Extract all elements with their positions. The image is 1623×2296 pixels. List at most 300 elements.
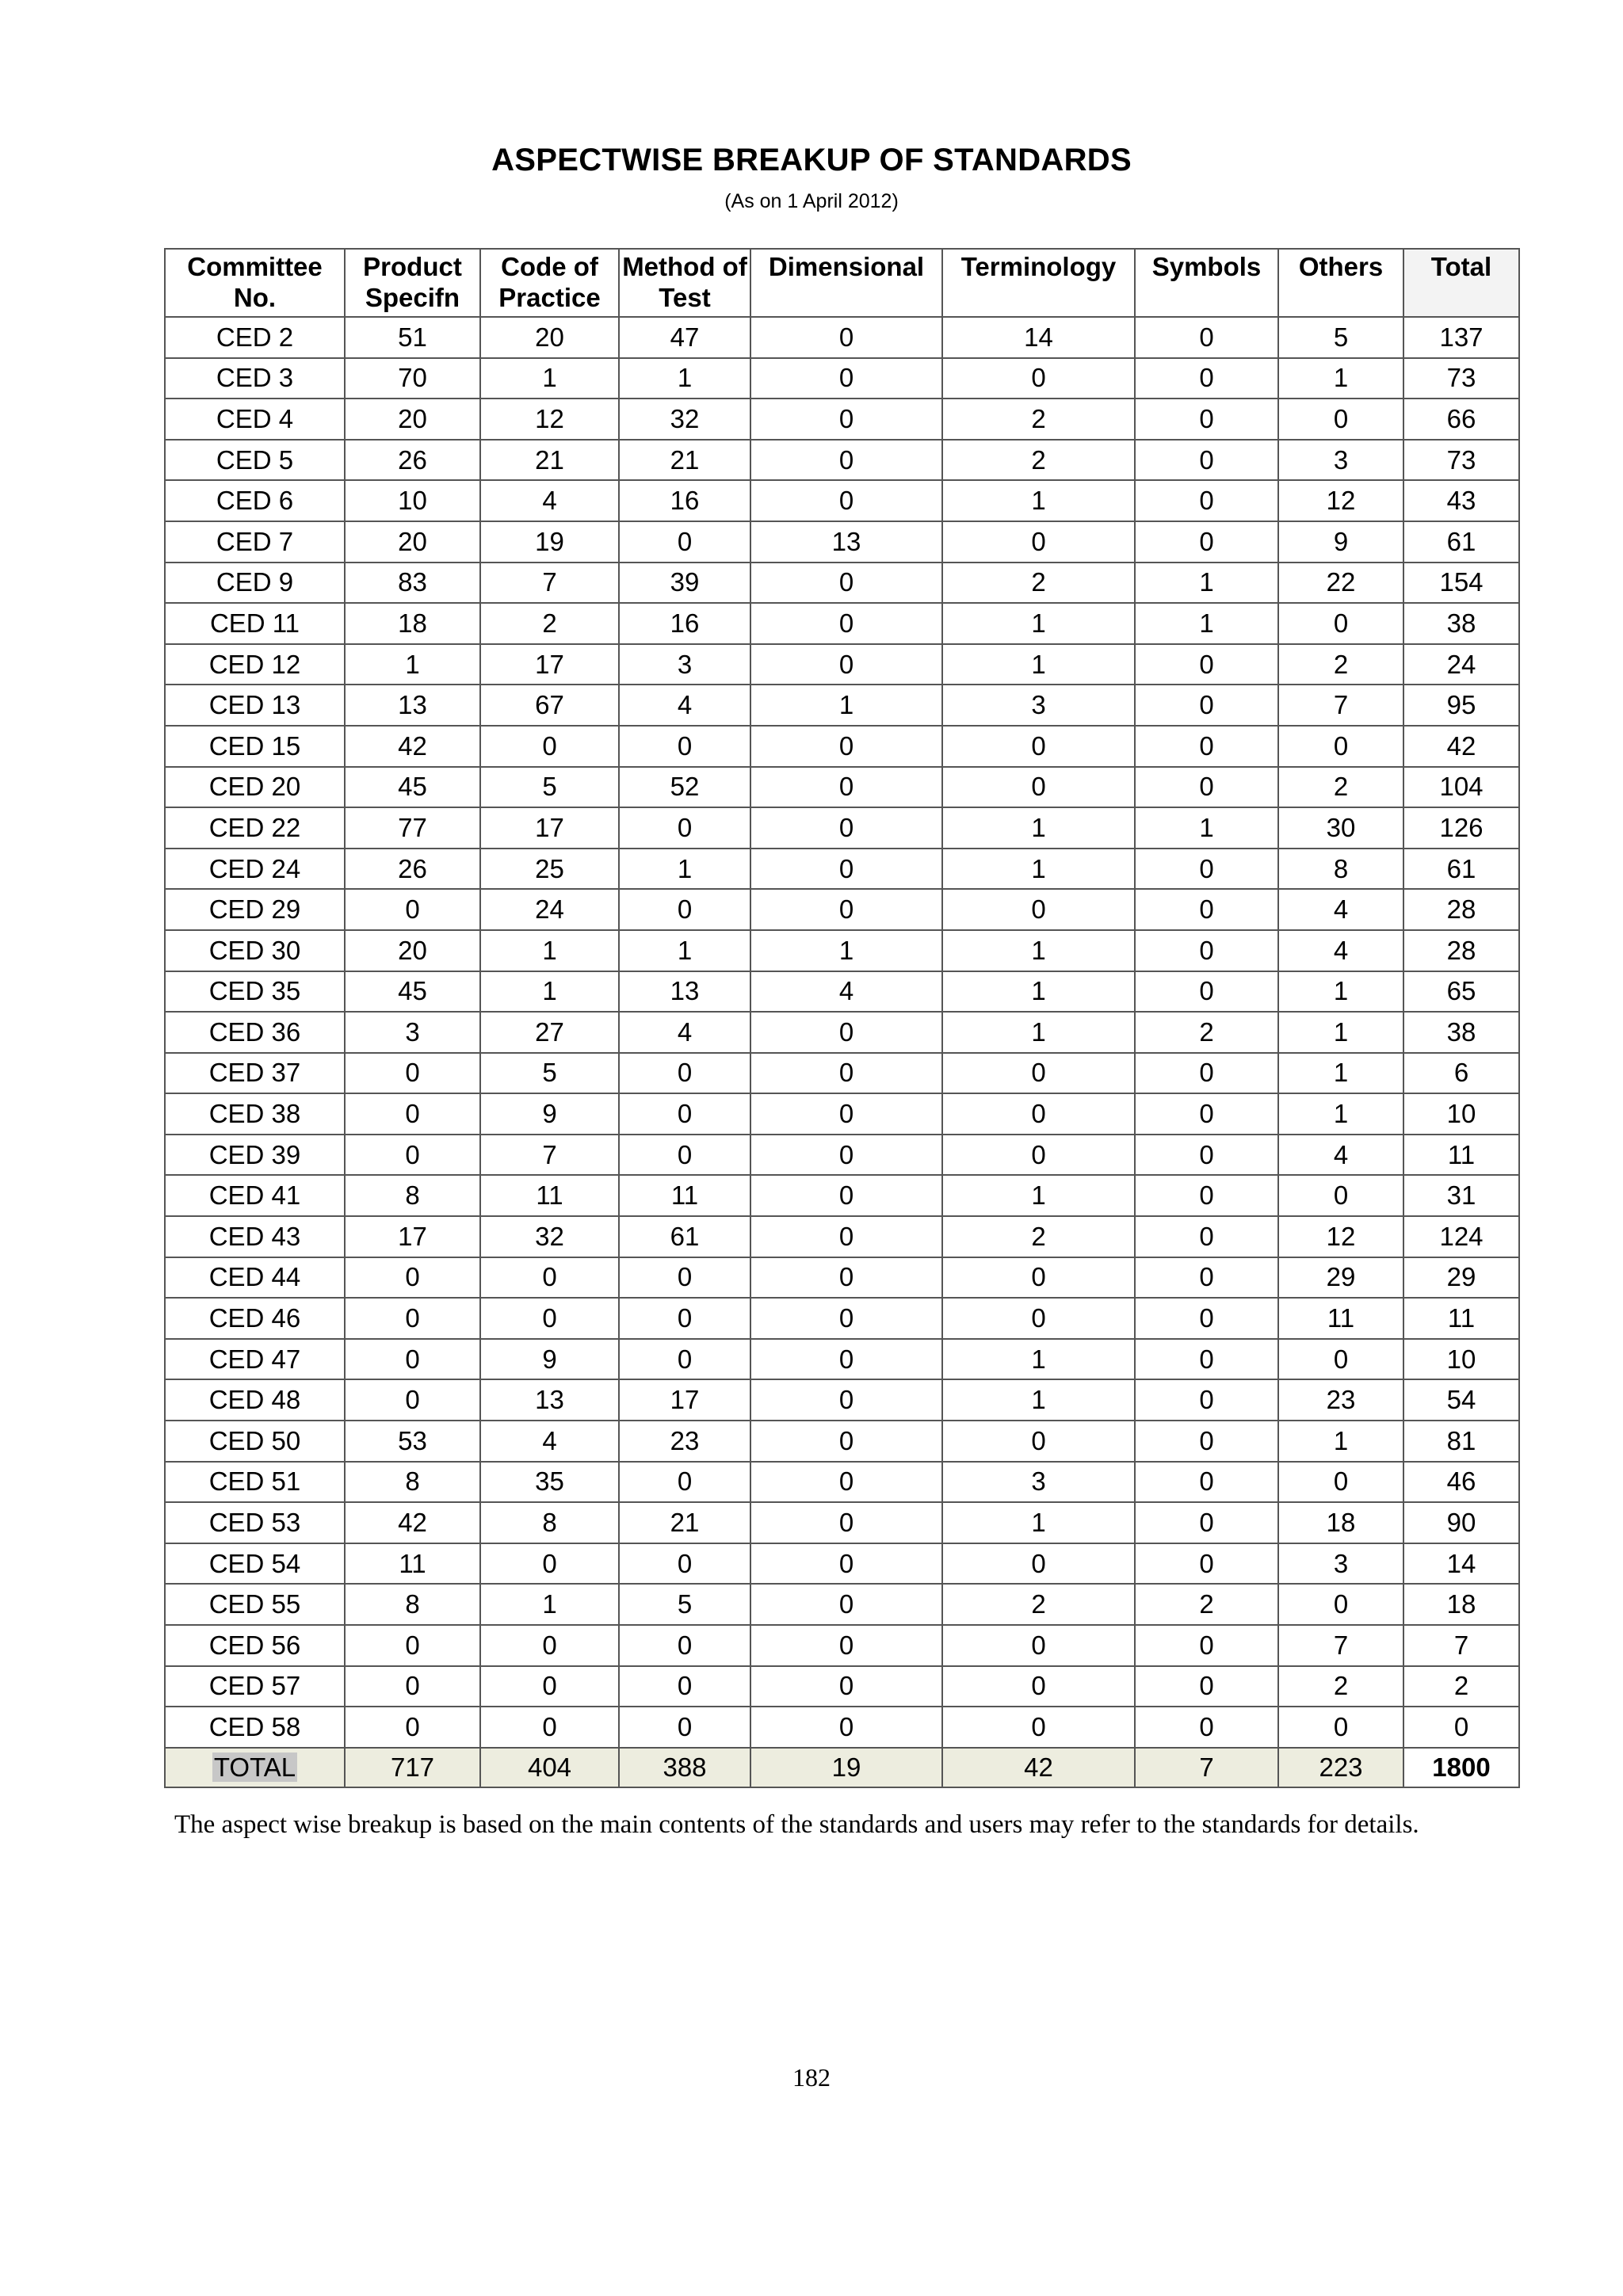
table-cell: 137 (1403, 317, 1519, 358)
table-cell: 0 (750, 889, 942, 930)
total-dimensional: 19 (750, 1748, 942, 1787)
table-cell: 0 (750, 726, 942, 767)
committee-no-cell: CED 24 (165, 849, 345, 890)
table-row (165, 889, 1519, 930)
table-cell: 23 (1278, 1379, 1403, 1421)
table-cell: 0 (619, 1625, 750, 1666)
total-others: 223 (1278, 1748, 1403, 1787)
header-symbols: Symbols (1135, 249, 1278, 317)
table-cell: 39 (619, 563, 750, 604)
table-row (165, 1298, 1519, 1339)
table-row (165, 930, 1519, 971)
total-row-label (165, 1748, 345, 1787)
header-committee-no: Committee No. (165, 249, 345, 317)
table-cell: 0 (942, 1543, 1135, 1585)
page-number: 182 (792, 2063, 831, 2092)
table-cell: 27 (480, 1012, 619, 1053)
table-row (165, 1421, 1519, 1462)
table-cell: 0 (1135, 1379, 1278, 1421)
table-cell: 0 (750, 1053, 942, 1094)
table-row (165, 1135, 1519, 1176)
table-cell: 95 (1403, 685, 1519, 726)
committee-no-cell: CED 53 (165, 1502, 345, 1543)
table-cell: 0 (942, 1625, 1135, 1666)
total-method-of-test: 388 (619, 1748, 750, 1787)
table-cell: 7 (1278, 1625, 1403, 1666)
table-cell: 14 (942, 317, 1135, 358)
committee-no-cell: CED 2 (165, 317, 345, 358)
table-cell: 18 (1403, 1584, 1519, 1625)
table-cell: 1 (942, 480, 1135, 521)
table-cell: 11 (1403, 1135, 1519, 1176)
table-cell: 22 (1278, 563, 1403, 604)
table-cell: 0 (750, 317, 942, 358)
table-cell: 38 (1403, 1012, 1519, 1053)
committee-no-cell: CED 41 (165, 1175, 345, 1216)
table-cell: 10 (1403, 1339, 1519, 1380)
table-cell: 0 (750, 1502, 942, 1543)
table-cell: 5 (480, 1053, 619, 1094)
table-cell: 1 (345, 644, 480, 685)
table-row (165, 1339, 1519, 1380)
table-cell: 43 (1403, 480, 1519, 521)
table-row (165, 1707, 1519, 1748)
table-cell: 8 (1278, 849, 1403, 890)
table-cell: 0 (942, 1257, 1135, 1299)
table-cell: 20 (345, 399, 480, 440)
table-cell: 0 (750, 767, 942, 808)
committee-no-cell: CED 4 (165, 399, 345, 440)
table-cell: 0 (1135, 1216, 1278, 1257)
table-cell: 20 (480, 317, 619, 358)
table-cell: 11 (619, 1175, 750, 1216)
table-cell: 0 (619, 1462, 750, 1503)
table-cell: 35 (480, 1462, 619, 1503)
table-cell: 51 (345, 317, 480, 358)
table-cell: 2 (1135, 1012, 1278, 1053)
page-title: ASPECTWISE BREAKUP OF STANDARDS (491, 143, 1132, 177)
header-code-of-practice: Code of Practice (480, 249, 619, 317)
table-cell: 0 (619, 889, 750, 930)
total-label-text: TOTAL (213, 1752, 296, 1782)
table-cell: 0 (1135, 971, 1278, 1013)
table-cell: 13 (345, 685, 480, 726)
table-cell: 10 (345, 480, 480, 521)
table-cell: 0 (1135, 1339, 1278, 1380)
table-cell: 0 (750, 1625, 942, 1666)
table-cell: 2 (942, 440, 1135, 481)
table-cell: 53 (345, 1421, 480, 1462)
table-cell: 2 (1403, 1666, 1519, 1707)
table-cell: 0 (750, 644, 942, 685)
table-cell: 0 (1135, 726, 1278, 767)
table-cell: 45 (345, 767, 480, 808)
table-row (165, 644, 1519, 685)
table-cell: 0 (619, 726, 750, 767)
table-cell: 0 (750, 849, 942, 890)
table-cell: 23 (619, 1421, 750, 1462)
table-cell: 77 (345, 807, 480, 849)
table-cell: 1 (942, 930, 1135, 971)
table-cell: 5 (619, 1584, 750, 1625)
table-cell: 1 (942, 1379, 1135, 1421)
table-cell: 3 (1278, 440, 1403, 481)
committee-no-cell: CED 5 (165, 440, 345, 481)
table-cell: 5 (1278, 317, 1403, 358)
table-cell: 32 (619, 399, 750, 440)
table-cell: 1 (480, 971, 619, 1013)
committee-no-cell: CED 35 (165, 971, 345, 1013)
header-others: Others (1278, 249, 1403, 317)
table-cell: 0 (750, 1135, 942, 1176)
table-cell: 0 (1135, 767, 1278, 808)
table-cell: 0 (1135, 358, 1278, 399)
table-cell: 12 (1278, 480, 1403, 521)
table-cell: 8 (480, 1502, 619, 1543)
table-cell: 66 (1403, 399, 1519, 440)
committee-no-cell: CED 29 (165, 889, 345, 930)
table-cell: 30 (1278, 807, 1403, 849)
table-cell: 0 (1135, 1421, 1278, 1462)
table-row (165, 1175, 1519, 1216)
table-cell: 18 (345, 603, 480, 644)
footnote: The aspect wise breakup is based on the main contents of the standards and users may refer to the standards for details. (174, 1810, 1419, 1839)
header-method-of-test: Method of Test (619, 249, 750, 317)
table-cell: 29 (1403, 1257, 1519, 1299)
table-cell: 17 (619, 1379, 750, 1421)
table-cell: 32 (480, 1216, 619, 1257)
table-cell: 42 (345, 726, 480, 767)
table-cell: 1 (480, 1584, 619, 1625)
table-body (165, 317, 1519, 1748)
table-cell: 11 (345, 1543, 480, 1585)
table-cell: 1 (750, 685, 942, 726)
table-cell: 0 (942, 767, 1135, 808)
table-cell: 0 (345, 1379, 480, 1421)
table-cell: 0 (750, 1666, 942, 1707)
page-subtitle: (As on 1 April 2012) (724, 190, 899, 212)
header-dimensional: Dimensional (750, 249, 942, 317)
table-row (165, 358, 1519, 399)
table-cell: 4 (1278, 889, 1403, 930)
committee-no-cell: CED 51 (165, 1462, 345, 1503)
table-cell: 0 (480, 1298, 619, 1339)
table-cell: 1 (1278, 1012, 1403, 1053)
table-row (165, 399, 1519, 440)
total-product-specifn: 717 (345, 1748, 480, 1787)
committee-no-cell: CED 39 (165, 1135, 345, 1176)
table-cell: 1 (1278, 358, 1403, 399)
committee-no-cell: CED 43 (165, 1216, 345, 1257)
grand-total: 1800 (1403, 1748, 1519, 1787)
table-row (165, 480, 1519, 521)
table-cell: 4 (750, 971, 942, 1013)
table-cell: 13 (750, 521, 942, 563)
table-cell: 0 (619, 1135, 750, 1176)
table-cell: 104 (1403, 767, 1519, 808)
table-cell: 81 (1403, 1421, 1519, 1462)
table-cell: 20 (345, 930, 480, 971)
table-cell: 0 (1135, 889, 1278, 930)
table-cell: 65 (1403, 971, 1519, 1013)
table-cell: 73 (1403, 358, 1519, 399)
table-cell: 24 (480, 889, 619, 930)
table-cell: 0 (1135, 1666, 1278, 1707)
table-cell: 1 (1135, 807, 1278, 849)
table-cell: 9 (1278, 521, 1403, 563)
table-cell: 1 (942, 603, 1135, 644)
header-terminology: Terminology (942, 249, 1135, 317)
table-cell: 2 (480, 603, 619, 644)
table-cell: 0 (480, 1543, 619, 1585)
committee-no-cell: CED 9 (165, 563, 345, 604)
committee-no-cell: CED 7 (165, 521, 345, 563)
table-cell: 0 (750, 1093, 942, 1135)
table-cell: 1 (480, 930, 619, 971)
table-cell: 0 (345, 1298, 480, 1339)
table-cell: 0 (942, 1093, 1135, 1135)
table-cell: 2 (942, 563, 1135, 604)
table-cell: 0 (345, 1257, 480, 1299)
table-cell: 1 (619, 930, 750, 971)
table-row (165, 1053, 1519, 1094)
table-cell: 0 (345, 1053, 480, 1094)
table-cell: 0 (1135, 399, 1278, 440)
table-cell: 4 (480, 1421, 619, 1462)
committee-no-cell: CED 20 (165, 767, 345, 808)
table-cell: 0 (1135, 1298, 1278, 1339)
table-cell: 1 (942, 1175, 1135, 1216)
table-row (165, 440, 1519, 481)
table-cell: 1 (1135, 603, 1278, 644)
table-cell: 0 (1135, 317, 1278, 358)
table-row (165, 1012, 1519, 1053)
table-cell: 1 (1278, 1093, 1403, 1135)
table-row (165, 1625, 1519, 1666)
table-row (165, 317, 1519, 358)
table-cell: 0 (1278, 1584, 1403, 1625)
table-cell: 0 (942, 521, 1135, 563)
table-cell: 47 (619, 317, 750, 358)
table-cell: 124 (1403, 1216, 1519, 1257)
committee-no-cell: CED 54 (165, 1543, 345, 1585)
committee-no-cell: CED 3 (165, 358, 345, 399)
table-cell: 0 (1135, 1135, 1278, 1176)
committee-no-cell: CED 58 (165, 1707, 345, 1748)
table-cell: 0 (1135, 521, 1278, 563)
table-cell: 0 (619, 521, 750, 563)
table-cell: 0 (1135, 1625, 1278, 1666)
table-cell: 0 (750, 1216, 942, 1257)
table-cell: 61 (619, 1216, 750, 1257)
table-cell: 0 (1135, 1707, 1278, 1748)
table-row (165, 1666, 1519, 1707)
table-cell: 7 (480, 1135, 619, 1176)
table-row (165, 603, 1519, 644)
table-row (165, 1502, 1519, 1543)
table-cell: 0 (1135, 1502, 1278, 1543)
table-cell: 90 (1403, 1502, 1519, 1543)
table-cell: 0 (1135, 480, 1278, 521)
table-cell: 0 (942, 1707, 1135, 1748)
table-row (165, 563, 1519, 604)
table-cell: 0 (750, 358, 942, 399)
table-cell: 0 (750, 1584, 942, 1625)
table-cell: 0 (345, 1625, 480, 1666)
table-cell: 0 (750, 399, 942, 440)
table-row (165, 1584, 1519, 1625)
table-cell: 14 (1403, 1543, 1519, 1585)
table-cell: 0 (750, 563, 942, 604)
table-cell: 0 (480, 1666, 619, 1707)
table-row (165, 1462, 1519, 1503)
table-cell: 26 (345, 440, 480, 481)
committee-no-cell: CED 57 (165, 1666, 345, 1707)
table-cell: 26 (345, 849, 480, 890)
table-cell: 1 (942, 971, 1135, 1013)
table-cell: 9 (480, 1339, 619, 1380)
table-cell: 0 (942, 1135, 1135, 1176)
table-cell: 126 (1403, 807, 1519, 849)
table-header-row (165, 249, 1519, 317)
committee-no-cell: CED 22 (165, 807, 345, 849)
committee-no-cell: CED 47 (165, 1339, 345, 1380)
committee-no-cell: CED 36 (165, 1012, 345, 1053)
table-cell: 17 (480, 644, 619, 685)
table-cell: 0 (480, 1257, 619, 1299)
table-cell: 42 (345, 1502, 480, 1543)
table-cell: 2 (1278, 1666, 1403, 1707)
table-cell: 1 (1278, 971, 1403, 1013)
table-cell: 1 (942, 807, 1135, 849)
header-total: Total (1403, 249, 1519, 317)
table-cell: 154 (1403, 563, 1519, 604)
table-cell: 0 (1403, 1707, 1519, 1748)
table-cell: 0 (619, 1543, 750, 1585)
table-cell: 1 (1135, 563, 1278, 604)
table-cell: 11 (480, 1175, 619, 1216)
table-cell: 1 (480, 358, 619, 399)
table-cell: 0 (750, 1339, 942, 1380)
table-cell: 1 (942, 1502, 1135, 1543)
table-cell: 0 (1278, 603, 1403, 644)
table-cell: 1 (619, 358, 750, 399)
table-cell: 0 (750, 807, 942, 849)
table-cell: 0 (1278, 1339, 1403, 1380)
committee-no-cell: CED 55 (165, 1584, 345, 1625)
table-cell: 3 (942, 685, 1135, 726)
table-cell: 0 (942, 1053, 1135, 1094)
table-cell: 2 (942, 399, 1135, 440)
table-cell: 1 (1278, 1053, 1403, 1094)
table-cell: 0 (345, 1339, 480, 1380)
table-cell: 0 (750, 1421, 942, 1462)
table-cell: 0 (345, 1707, 480, 1748)
table-cell: 0 (1135, 930, 1278, 971)
total-symbols: 7 (1135, 1748, 1278, 1787)
table-cell: 18 (1278, 1502, 1403, 1543)
table-row (165, 1093, 1519, 1135)
table-cell: 1 (942, 644, 1135, 685)
table-cell: 8 (345, 1462, 480, 1503)
table-cell: 0 (942, 1666, 1135, 1707)
table-cell: 1 (942, 849, 1135, 890)
table-cell: 0 (1278, 1175, 1403, 1216)
table-cell: 13 (619, 971, 750, 1013)
table-cell: 1 (942, 1339, 1135, 1380)
table-cell: 0 (1278, 726, 1403, 767)
table-cell: 0 (1135, 644, 1278, 685)
table-cell: 9 (480, 1093, 619, 1135)
table-cell: 0 (750, 1257, 942, 1299)
standards-breakup-table (164, 248, 1520, 1788)
table-cell: 0 (750, 1012, 942, 1053)
table-cell: 0 (1135, 1053, 1278, 1094)
table-cell: 45 (345, 971, 480, 1013)
table-cell: 61 (1403, 521, 1519, 563)
table-cell: 0 (480, 1625, 619, 1666)
table-cell: 8 (345, 1175, 480, 1216)
table-cell: 0 (750, 1379, 942, 1421)
table-cell: 0 (1278, 399, 1403, 440)
table-cell: 0 (1135, 440, 1278, 481)
table-cell: 28 (1403, 930, 1519, 971)
table-cell: 21 (480, 440, 619, 481)
table-cell: 0 (1278, 1707, 1403, 1748)
table-cell: 0 (619, 1257, 750, 1299)
table-cell: 7 (1278, 685, 1403, 726)
table-row (165, 1257, 1519, 1299)
committee-no-cell: CED 38 (165, 1093, 345, 1135)
table-cell: 4 (619, 1012, 750, 1053)
table-cell: 4 (1278, 1135, 1403, 1176)
table-cell: 67 (480, 685, 619, 726)
committee-no-cell: CED 6 (165, 480, 345, 521)
table-cell: 0 (750, 480, 942, 521)
table-row (165, 1216, 1519, 1257)
table-cell: 0 (942, 889, 1135, 930)
table-cell: 25 (480, 849, 619, 890)
total-terminology: 42 (942, 1748, 1135, 1787)
table-cell: 28 (1403, 889, 1519, 930)
table-row (165, 685, 1519, 726)
table-cell: 0 (1135, 1257, 1278, 1299)
table-cell: 0 (1135, 1093, 1278, 1135)
table-cell: 2 (942, 1216, 1135, 1257)
table-cell: 0 (942, 358, 1135, 399)
table-cell: 0 (1135, 1175, 1278, 1216)
table-cell: 0 (750, 1298, 942, 1339)
table-cell: 12 (480, 399, 619, 440)
table-cell: 3 (1278, 1543, 1403, 1585)
table-cell: 3 (345, 1012, 480, 1053)
table-cell: 0 (619, 807, 750, 849)
table-cell: 0 (750, 1543, 942, 1585)
committee-no-cell: CED 48 (165, 1379, 345, 1421)
table-cell: 0 (750, 1175, 942, 1216)
committee-no-cell: CED 12 (165, 644, 345, 685)
table-cell: 0 (619, 1298, 750, 1339)
committee-no-cell: CED 30 (165, 930, 345, 971)
table-cell: 0 (942, 1298, 1135, 1339)
table-cell: 0 (750, 603, 942, 644)
total-code-of-practice: 404 (480, 1748, 619, 1787)
table-row (165, 726, 1519, 767)
table-cell: 17 (480, 807, 619, 849)
table-cell: 21 (619, 1502, 750, 1543)
table-cell: 0 (345, 1135, 480, 1176)
table-cell: 11 (1403, 1298, 1519, 1339)
